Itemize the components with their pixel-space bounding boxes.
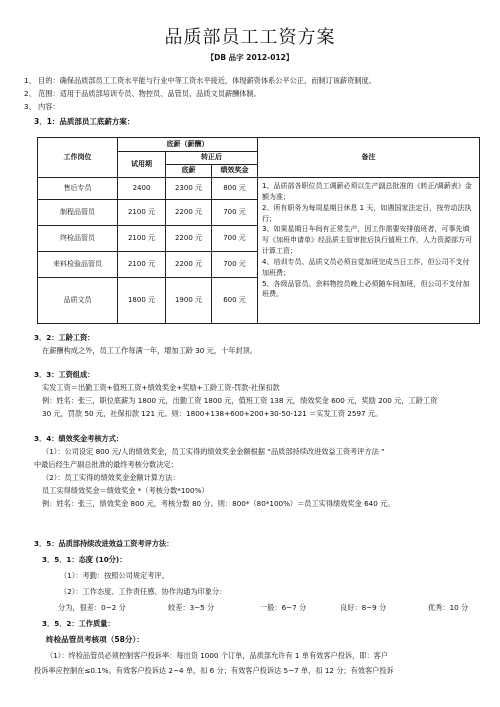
note-item: 1、品质部各职位员工调薪必须以生产副总批准的《转正/调薪表》金额为准； — [262, 182, 472, 201]
row-probation: 1800 元 — [118, 278, 166, 324]
score-very-poor: 分为，很差：0~2 分 — [58, 603, 126, 612]
row-post: 来料检验品管员 — [38, 252, 118, 278]
final-inspector-rule-1: （1）：终检品管员必须控制客户投诉率：每出货 1000 个订单，品质部允许有 1 单有效客户投诉，即：客户 — [46, 651, 389, 660]
salary-example-line1: 例：姓名：张三，职位底薪为 1800 元，出勤工资 1800 元，值班工资 138 元，绩效奖金 600 元，奖励 200 元，工龄工资 — [42, 396, 438, 405]
section-3-4-heading: 3．4：绩效奖金考核方式： — [34, 434, 124, 443]
row-probation: 2100 元 — [118, 252, 166, 278]
final-inspector-rule-1-cont: 投诉率应控制在≤0.1%。有效客户投诉达 2~4 单，扣 6 分；有效客户投诉达 5~7 单，扣 12 分；有效客户投诉 — [34, 666, 394, 675]
score-poor: 较差：3~5 分 — [168, 603, 215, 612]
notes-cell — [258, 178, 480, 324]
attitude-impression: （2）：工作态度、工作责任感、协作沟通为印象分： — [60, 587, 227, 596]
header-regular: 转正后 — [166, 152, 258, 165]
score-good: 良好：8~9 分 — [340, 603, 387, 612]
bonus-formula: 员工实得绩效奖金＝绩效奖金 *（考核分数*100%） — [42, 486, 209, 495]
base-salary-table — [37, 137, 480, 324]
note-item: 2、所有职务为每周星期日休息 1 天，如遇国家法定日，按劳动法执行； — [262, 203, 472, 223]
note-item: 4、培训专员、品质文员必须自觉加班完成当日工作，但公司不支付加班费； — [262, 257, 470, 277]
salary-formula: 实发工资＝出勤工资+值班工资+绩效奖金+奖励+工龄工资-罚款-社保扣款 — [42, 383, 280, 392]
attitude-attendance: （1）：考勤：按照公司规定考评。 — [60, 571, 169, 580]
row-post: 品质文员 — [38, 278, 118, 324]
intro-purpose: 1、 目的：确保品质部员工工资水平能与行业中等工资水平接近，体现薪资体系公平公正，而制订该薪资制度。 — [24, 76, 376, 85]
intro-scope: 2、 范围：适用于品质部培训专员、物控员、品管员、品质文员薪酬体制。 — [24, 89, 261, 98]
row-base: 1900 元 — [166, 278, 212, 324]
row-probation: 2100 元 — [118, 226, 166, 252]
bonus-rule-1: （1）：公司设定 800 元/人的绩效奖金，员工实得的绩效奖金金额根据 “品质部持续改进效益工资考评方法 ” — [42, 447, 385, 456]
section-3-2-text: 在薪酬构成之外，员工工作每满一年，增加工龄 30 元，十年封顶。 — [42, 346, 257, 355]
table-row — [38, 178, 480, 200]
header-bonus: 绩效奖金 — [212, 165, 258, 178]
row-post: 制程品管员 — [38, 200, 118, 226]
bonus-rule-2: （2）：员工实得的绩效奖金金额计算方法： — [42, 473, 180, 482]
section-3-5-2-heading: 3．5．2：工作质量： — [42, 619, 115, 628]
header-post: 工作岗位 — [38, 138, 118, 178]
header-base: 底薪 — [166, 165, 212, 178]
row-probation: 2100 元 — [118, 200, 166, 226]
note-item: 3、如果星期日车间有正常生产，因工作需要安排值班者，可事先填写《加班申请单》经品质主管审批后执行值班工作，人力资源部方可计算工资； — [262, 225, 472, 256]
bonus-example: 例：姓名：张三，绩效奖金 800 元，考核分数 80 分。则：800*（80*100%）＝员工实得绩效奖金 640 元。 — [42, 499, 395, 508]
row-probation: 2400 — [118, 178, 166, 200]
document-title: 品质部员工工资方案 — [164, 27, 336, 48]
row-post: 终检品管员 — [38, 226, 118, 252]
row-base: 2200 元 — [166, 200, 212, 226]
salary-example-line2: 30 元，罚款 50 元，社保扣款 121 元。则：1800+138+600+200+30-50-121 ＝实发工资 2597 元。 — [42, 409, 383, 418]
section-3-1-heading: 3．1：品质部员工底薪方案： — [34, 117, 135, 126]
row-bonus: 700 元 — [212, 252, 258, 278]
header-note: 备注 — [258, 138, 480, 178]
section-3-3-heading: 3．3：工资组成： — [34, 370, 95, 379]
row-bonus: 700 元 — [212, 200, 258, 226]
section-3-5-1-heading: 3．5．1：态度 (10分)： — [42, 555, 127, 564]
document-number: 【DB 品字 2012-012】 — [206, 53, 294, 62]
final-inspector-heading: 终检品管员考核项（58分）： — [46, 635, 144, 644]
row-base: 2300 元 — [166, 178, 212, 200]
section-3-5-heading: 3．5：品质部持续改进效益工资考评方法： — [34, 539, 174, 548]
section-3-2-heading: 3．2：工龄工资： — [34, 333, 95, 342]
row-bonus: 600 元 — [212, 278, 258, 324]
row-base: 2200 元 — [166, 226, 212, 252]
header-probation: 试用期 — [118, 152, 166, 178]
row-bonus: 700 元 — [212, 226, 258, 252]
row-bonus: 800 元 — [212, 178, 258, 200]
intro-content: 3、 内容： — [24, 102, 60, 111]
row-post: 售后专员 — [38, 178, 118, 200]
note-item: 5、各级品管员、余料物控员晚上必须随车间加班，但公司不支付加班费。 — [262, 279, 470, 299]
bonus-rule-1-cont: 中最后经生产副总批准的最终考核分数决定； — [34, 460, 178, 469]
score-excellent: 优秀：10 分 — [428, 603, 469, 612]
header-base-pay: 底薪（薪酬） — [118, 138, 258, 152]
score-average: 一般：6~7 分 — [260, 603, 307, 612]
row-base: 2200 元 — [166, 252, 212, 278]
